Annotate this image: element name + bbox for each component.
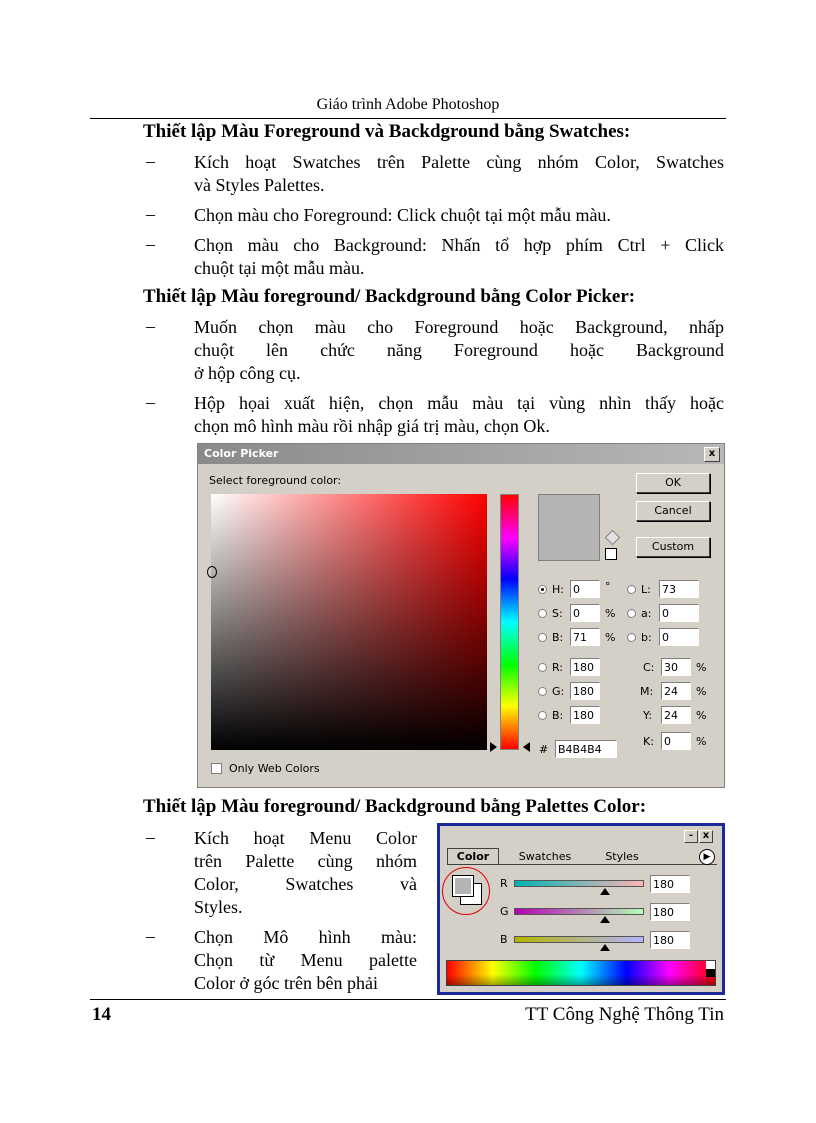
slider-g[interactable] — [514, 908, 644, 915]
bullet-text: Color ở góc trên bên phải — [194, 973, 378, 993]
bullet-dash: – — [146, 204, 155, 224]
ok-button[interactable]: OK — [636, 473, 710, 493]
y-field[interactable]: 24 — [661, 706, 691, 724]
bullet-text: chọn mô hình màu rồi nhập giá trị màu, chọn Ok. — [194, 416, 550, 436]
radio-s[interactable] — [538, 609, 547, 618]
slider-b[interactable] — [514, 936, 644, 943]
slider-r-handle[interactable] — [600, 888, 610, 895]
section-heading-color-picker: Thiết lập Màu foreground/ Backdground bằng Color Picker: — [143, 286, 636, 307]
bullet-text: chuột tại một mẫu màu. — [194, 258, 365, 278]
k-label: K: — [643, 735, 654, 748]
h-label: H: — [552, 583, 564, 596]
select-color-label: Select foreground color: — [209, 474, 342, 487]
cancel-button[interactable]: Cancel — [636, 501, 710, 521]
spectrum-ramp[interactable] — [446, 960, 716, 986]
lab-b-label: b: — [641, 631, 652, 644]
s-unit: % — [605, 607, 616, 620]
r-label: R: — [552, 661, 564, 674]
slider-b-handle[interactable] — [600, 944, 610, 951]
ramp-black-swatch[interactable] — [706, 969, 715, 977]
l-label: L: — [641, 583, 651, 596]
k-unit: % — [696, 735, 707, 748]
y-label: Y: — [643, 709, 652, 722]
bullet-text: Kích hoạt Menu Color — [194, 828, 417, 848]
bullet-text: ở hộp công cụ. — [194, 363, 301, 383]
tab-swatches[interactable]: Swatches — [518, 850, 572, 863]
ramp-white-swatch[interactable] — [706, 961, 715, 969]
m-field[interactable]: 24 — [661, 682, 691, 700]
minimize-icon[interactable]: - — [684, 830, 698, 843]
highlight-circle — [442, 867, 490, 915]
slider-g-handle[interactable] — [600, 916, 610, 923]
bullet-text: Kích hoạt Swatches trên Palette cùng nhóm Color, Swatches — [194, 152, 724, 172]
l-field[interactable]: 73 — [659, 580, 699, 598]
gamut-warning-icon[interactable] — [605, 530, 621, 546]
bullet-dash: – — [146, 392, 155, 412]
bullet-text: Chọn Mô hình màu: — [194, 927, 417, 947]
palette-menu-icon[interactable]: ▶ — [699, 849, 715, 865]
radio-r[interactable] — [538, 663, 547, 672]
hue-slider-handle-right[interactable] — [523, 742, 530, 752]
web-colors-checkbox[interactable] — [211, 763, 222, 774]
bullet-dash: – — [146, 827, 155, 847]
rgb-b-field[interactable]: 180 — [570, 706, 600, 724]
c-label: C: — [643, 661, 655, 674]
radio-rgb-b[interactable] — [538, 711, 547, 720]
b-field[interactable]: 71 — [570, 628, 600, 646]
h-unit: ° — [605, 580, 611, 593]
radio-a[interactable] — [627, 609, 636, 618]
bullet-dash: – — [146, 926, 155, 946]
hex-label: # — [539, 743, 549, 756]
bullet-text: Hộp họai xuất hiện, chọn mẫu màu tại vùng nhìn thấy hoặc — [194, 393, 724, 413]
bullet-text: Chọn từ Menu palette — [194, 950, 417, 970]
k-field[interactable]: 0 — [661, 732, 691, 750]
close-icon[interactable]: x — [704, 447, 720, 462]
radio-lab-b[interactable] — [627, 633, 636, 642]
web-colors-label: Only Web Colors — [229, 762, 320, 775]
channel-label-r: R — [500, 877, 508, 890]
a-label: a: — [641, 607, 652, 620]
radio-l[interactable] — [627, 585, 636, 594]
footer-rule — [90, 999, 726, 1000]
current-color-swatch — [538, 494, 600, 561]
b-unit: % — [605, 631, 616, 644]
close-icon[interactable]: x — [699, 830, 713, 843]
rgb-b-label: B: — [552, 709, 564, 722]
slider-r[interactable] — [514, 880, 644, 887]
g-field[interactable]: 180 — [570, 682, 600, 700]
lab-b-field[interactable]: 0 — [659, 628, 699, 646]
web-safe-icon[interactable] — [605, 548, 617, 560]
color-palette — [437, 823, 725, 995]
section-heading-swatches: Thiết lập Màu Foreground và Backdground bằng Swatches: — [143, 121, 631, 142]
radio-h[interactable] — [538, 585, 547, 594]
h-field[interactable]: 0 — [570, 580, 600, 598]
channel-label-g: G — [500, 905, 509, 918]
c-unit: % — [696, 661, 707, 674]
a-field[interactable]: 0 — [659, 604, 699, 622]
bullet-text: trên Palette cùng nhóm — [194, 851, 417, 871]
dialog-title: Color Picker — [204, 447, 279, 460]
footer-org: TT Công Nghệ Thông Tin — [525, 1004, 724, 1025]
custom-button[interactable]: Custom — [636, 537, 710, 557]
bullet-text: Chọn màu cho Foreground: Click chuột tại một mẫu màu. — [194, 205, 611, 225]
bullet-text: Muốn chọn màu cho Foreground hoặc Background, nhấp — [194, 317, 724, 337]
tab-rule — [447, 864, 717, 865]
bullet-text: và Styles Palettes. — [194, 175, 325, 195]
b-label: B: — [552, 631, 564, 644]
tab-color[interactable]: Color — [447, 848, 499, 865]
hex-field[interactable]: B4B4B4 — [555, 740, 617, 758]
dialog-titlebar — [198, 444, 724, 464]
value-r[interactable]: 180 — [650, 875, 690, 893]
tab-styles[interactable]: Styles — [605, 850, 639, 863]
m-label: M: — [640, 685, 654, 698]
color-picker-dialog — [197, 443, 725, 788]
s-label: S: — [552, 607, 563, 620]
bullet-text: chuột lên chức năng Foreground hoặc Background — [194, 340, 724, 360]
bullet-text: Color, Swatches và — [194, 874, 417, 894]
bullet-dash: – — [146, 316, 155, 336]
header-rule — [90, 118, 726, 119]
m-unit: % — [696, 685, 707, 698]
color-field-marker[interactable] — [207, 566, 217, 578]
s-field[interactable]: 0 — [570, 604, 600, 622]
value-b[interactable]: 180 — [650, 931, 690, 949]
page-header: Giáo trình Adobe Photoshop — [316, 96, 500, 113]
channel-label-b: B — [500, 933, 508, 946]
bullet-text: Styles. — [194, 897, 243, 917]
color-field[interactable] — [211, 494, 487, 750]
hue-slider-handle-left[interactable] — [490, 742, 497, 752]
radio-b[interactable] — [538, 633, 547, 642]
bullet-dash: – — [146, 151, 155, 171]
g-label: G: — [552, 685, 565, 698]
section-heading-palettes: Thiết lập Màu foreground/ Backdground bằng Palettes Color: — [143, 796, 647, 817]
bullet-text: Chọn màu cho Background: Nhấn tổ hợp phím Ctrl + Click — [194, 235, 724, 255]
c-field[interactable]: 30 — [661, 658, 691, 676]
value-g[interactable]: 180 — [650, 903, 690, 921]
page-number: 14 — [92, 1004, 111, 1025]
y-unit: % — [696, 709, 707, 722]
bullet-dash: – — [146, 234, 155, 254]
r-field[interactable]: 180 — [570, 658, 600, 676]
hue-slider[interactable] — [500, 494, 519, 750]
radio-g[interactable] — [538, 687, 547, 696]
